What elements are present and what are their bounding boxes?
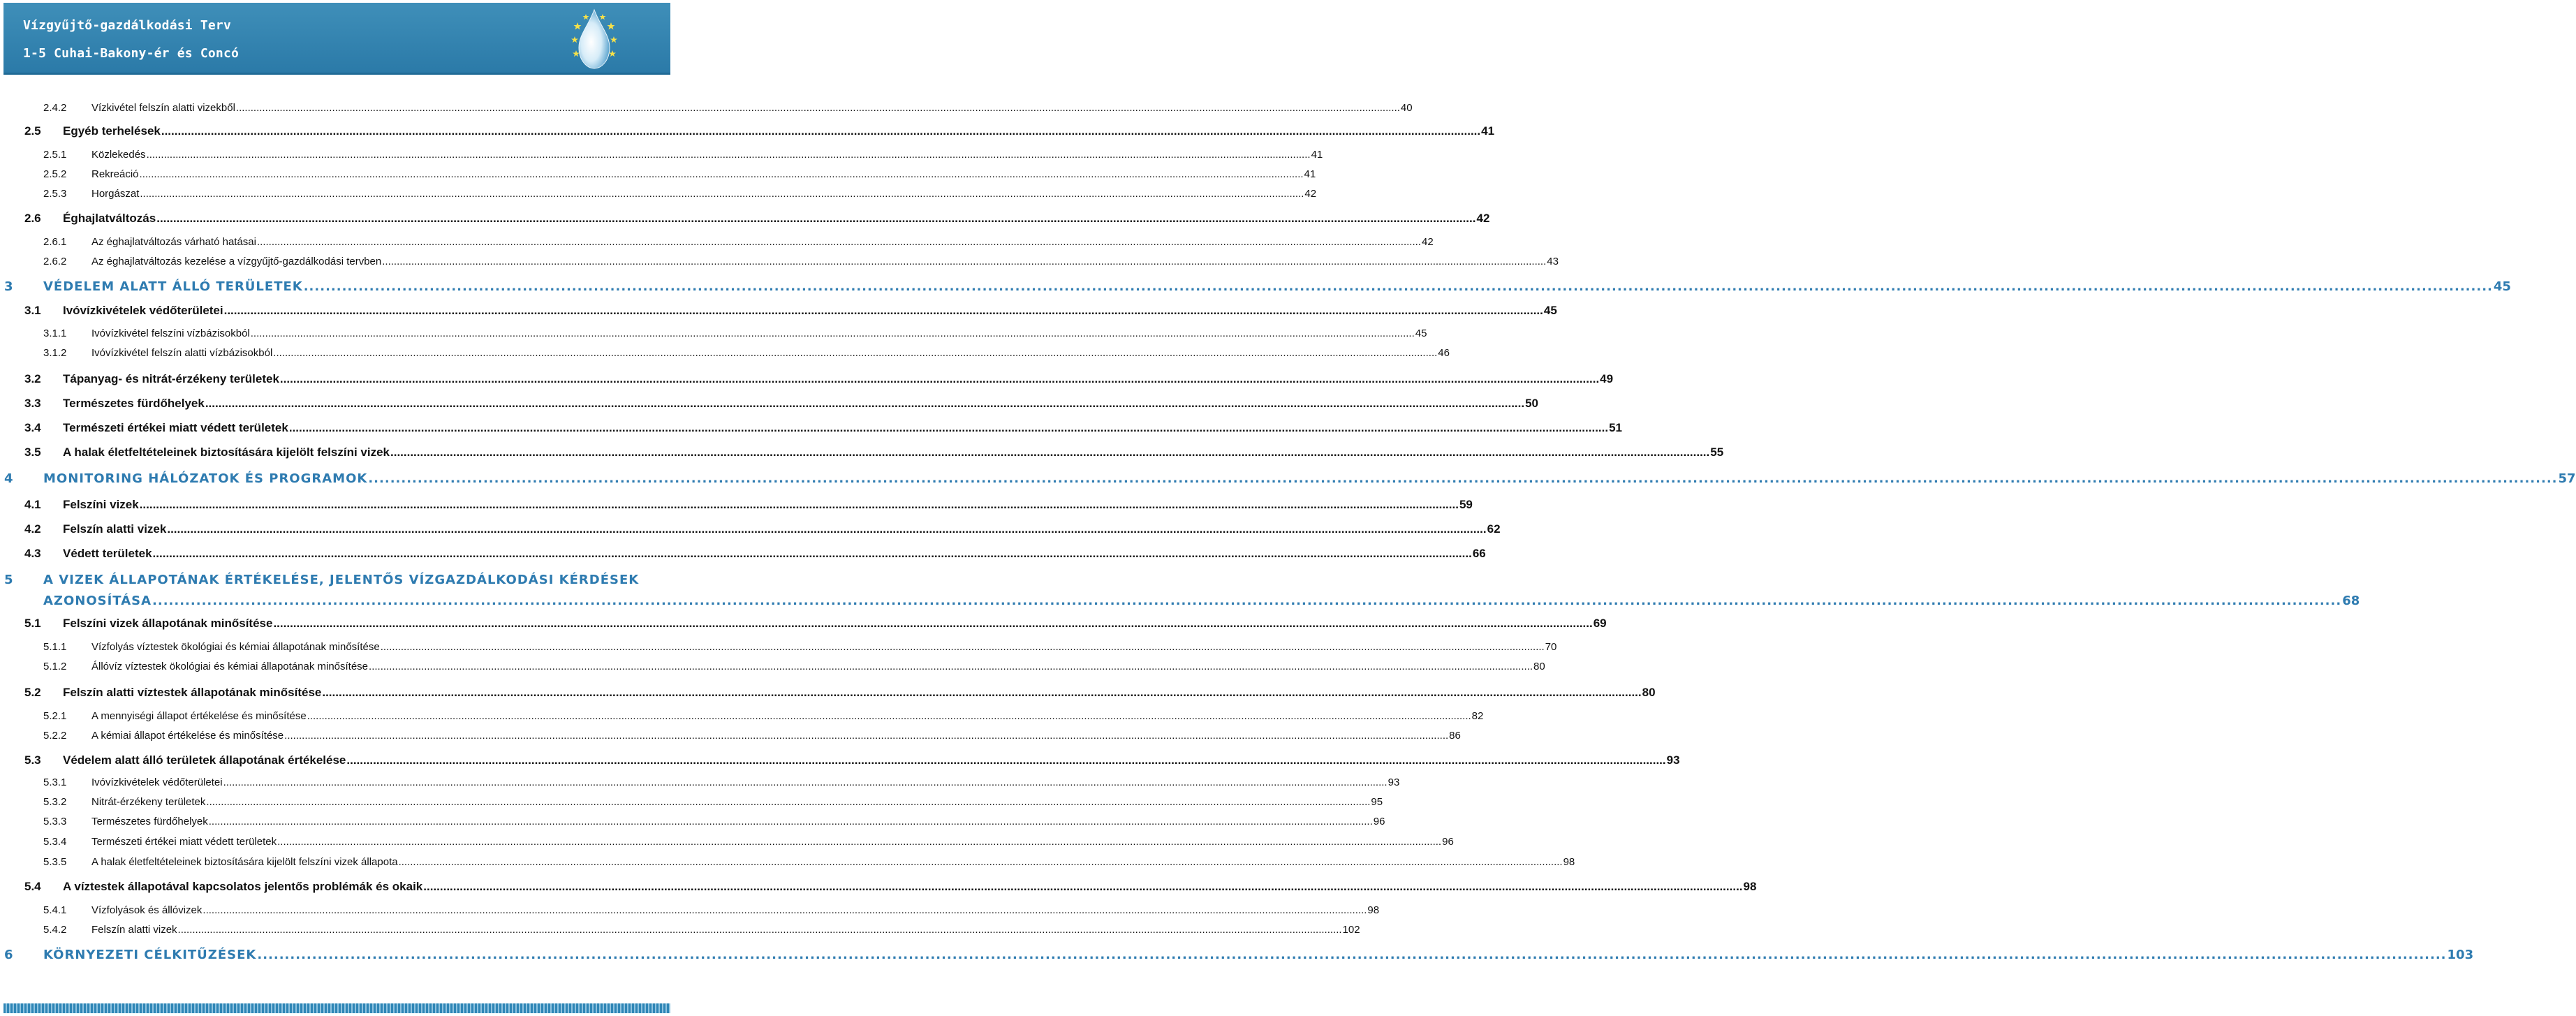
toc-number: 3.1.2 bbox=[43, 347, 67, 359]
toc-page-number: 95 bbox=[1371, 796, 1383, 808]
dot-leader: ................................................................................................................................................................................................................................................................................................................................................................................................................ bbox=[279, 372, 1600, 385]
dot-leader: ................................................................................................................................................................................................................................................................................................................................................................................................................ bbox=[177, 924, 1342, 936]
toc-page-number: 45 bbox=[2493, 279, 2511, 294]
toc-page-number: 96 bbox=[1442, 836, 1454, 848]
dot-leader: ................................................................................................................................................................................................................................................................................................................................................................................................................ bbox=[235, 102, 1400, 114]
toc-number: 5.1 bbox=[24, 617, 41, 630]
toc-title: Természetes fürdőhelyek bbox=[91, 816, 208, 827]
dot-leader: ................................................................................................................................................................................................................................................................................................................................................................................................................ bbox=[423, 880, 1743, 893]
dot-leader: ................................................................................................................................................................................................................................................................................................................................................................................................................ bbox=[273, 617, 1593, 630]
toc-title: Vízfolyások és állóvizek bbox=[91, 904, 203, 916]
toc-page-number: 80 bbox=[1642, 686, 1656, 699]
toc-title: KÖRNYEZETI CÉLKITŰZÉSEK bbox=[43, 948, 257, 962]
toc-title: A kémiai állapot értékelése és minősítése bbox=[91, 730, 284, 742]
dot-leader: ................................................................................................................................................................................................................................................................................................................................................................................................................ bbox=[369, 661, 1533, 672]
toc-page-number: 98 bbox=[1743, 880, 1757, 893]
toc-title: MONITORING HÁLÓZATOK ÉS PROGRAMOK bbox=[43, 471, 368, 486]
toc-number: 3.3 bbox=[24, 397, 41, 410]
toc-title: A VIZEK ÁLLAPOTÁNAK ÉRTÉKELÉSE, JELENTŐS VÍZGAZDÁLKODÁSI KÉRDÉSEK bbox=[43, 573, 640, 587]
toc-title: Egyéb terhelések bbox=[63, 124, 161, 138]
toc-number: 3.2 bbox=[24, 372, 41, 385]
toc-number: 2.6 bbox=[24, 212, 41, 225]
toc-number: 3.1 bbox=[24, 304, 41, 317]
toc-page-number: 80 bbox=[1533, 661, 1545, 672]
toc-title: Állóvíz víztestek ökológiai és kémiai állapotának minősítése bbox=[91, 661, 369, 672]
toc-page-number: 98 bbox=[1367, 904, 1380, 916]
toc-number: 5.2.1 bbox=[43, 710, 67, 722]
toc-title: Természetes fürdőhelyek bbox=[63, 397, 205, 410]
toc-page-number: 49 bbox=[1600, 372, 1614, 385]
toc-title: Felszíni vizek állapotának minősítése bbox=[63, 617, 273, 630]
toc-number: 4.1 bbox=[24, 498, 41, 511]
toc-title: Vízfolyás víztestek ökológiai és kémiai állapotának minősítése bbox=[91, 641, 380, 653]
toc-title: Az éghajlatváltozás kezelése a vízgyűjtő-gazdálkodási tervben bbox=[91, 256, 382, 267]
toc-page-number: 93 bbox=[1388, 776, 1400, 788]
toc-title: Ivóvízkivétel felszín alatti vízbázisokból bbox=[91, 347, 273, 359]
dot-leader: ................................................................................................................................................................................................................................................................................................................................................................................................................ bbox=[303, 279, 2493, 294]
toc-title: Az éghajlatváltozás várható hatásai bbox=[91, 236, 256, 248]
toc-page-number: 62 bbox=[1487, 522, 1501, 536]
toc-title: Felszíni vizek bbox=[63, 498, 139, 511]
toc-number: 5.2.2 bbox=[43, 730, 67, 742]
dot-leader: ................................................................................................................................................................................................................................................................................................................................................................................................................ bbox=[139, 498, 1459, 511]
toc-number: 5.3 bbox=[24, 753, 41, 767]
dot-leader: ................................................................................................................................................................................................................................................................................................................................................................................................................ bbox=[139, 168, 1304, 180]
toc-title: Felszín alatti víztestek állapotának minősítése bbox=[63, 686, 322, 699]
toc-title: Felszín alatti vizek bbox=[91, 924, 177, 936]
toc-page-number: 42 bbox=[1304, 188, 1317, 200]
dot-leader: ................................................................................................................................................................................................................................................................................................................................................................................................................ bbox=[277, 836, 1442, 848]
toc-number: 2.4.2 bbox=[43, 102, 67, 114]
dot-leader: ................................................................................................................................................................................................................................................................................................................................................................................................................ bbox=[273, 347, 1438, 359]
dot-leader: ................................................................................................................................................................................................................................................................................................................................................................................................................ bbox=[368, 471, 2558, 486]
toc-number: 5.3.2 bbox=[43, 796, 67, 808]
toc-page-number: 103 bbox=[2447, 948, 2474, 962]
toc-page-number: 82 bbox=[1471, 710, 1484, 722]
toc-page-number: 96 bbox=[1373, 816, 1385, 827]
dot-leader: ................................................................................................................................................................................................................................................................................................................................................................................................................ bbox=[146, 149, 1311, 161]
toc-number: 2.6.2 bbox=[43, 256, 67, 267]
toc-number: 5.1.1 bbox=[43, 641, 67, 653]
toc-page-number: 55 bbox=[1710, 446, 1724, 459]
toc-page-number: 42 bbox=[1421, 236, 1434, 248]
toc-title: A halak életfeltételeinek biztosítására kijelölt felszíni vizek állapota bbox=[91, 856, 398, 868]
toc-number: 6 bbox=[4, 948, 14, 962]
dot-leader: ................................................................................................................................................................................................................................................................................................................................................................................................................ bbox=[206, 796, 1371, 808]
toc-page-number: 69 bbox=[1593, 617, 1607, 630]
toc-page-number: 45 bbox=[1543, 304, 1557, 317]
dot-leader: ................................................................................................................................................................................................................................................................................................................................................................................................................ bbox=[223, 776, 1388, 788]
toc-title: Ivóvízkivételek védőterületei bbox=[91, 776, 223, 788]
toc-page-number: 66 bbox=[1472, 547, 1486, 560]
toc-page-number: 45 bbox=[1415, 327, 1427, 339]
toc-number: 5.4 bbox=[24, 880, 41, 893]
dot-leader: ................................................................................................................................................................................................................................................................................................................................................................................................................ bbox=[156, 212, 1476, 225]
toc-page-number: 46 bbox=[1438, 347, 1450, 359]
toc-page-number: 86 bbox=[1449, 730, 1461, 742]
toc-page-number: 41 bbox=[1311, 149, 1323, 161]
toc-title: Éghajlatváltozás bbox=[63, 212, 156, 225]
toc-page-number: 98 bbox=[1563, 856, 1575, 868]
toc-title: Nitrát-érzékeny területek bbox=[91, 796, 206, 808]
dot-leader: ................................................................................................................................................................................................................................................................................................................................................................................................................ bbox=[346, 753, 1666, 767]
footer-bar bbox=[3, 1003, 670, 1013]
toc-title-continued: AZONOSÍTÁSA bbox=[43, 594, 152, 608]
toc-number: 4.2 bbox=[24, 522, 41, 536]
toc-number: 5.3.5 bbox=[43, 856, 67, 868]
toc-title: Védelem alatt álló területek állapotának értékelése bbox=[63, 753, 346, 767]
toc-page-number: 102 bbox=[1342, 924, 1360, 936]
toc-number: 2.5 bbox=[24, 124, 41, 138]
dot-leader: ................................................................................................................................................................................................................................................................................................................................................................................................................ bbox=[152, 547, 1472, 560]
toc-page-number: 41 bbox=[1304, 168, 1316, 180]
dot-leader: ................................................................................................................................................................................................................................................................................................................................................................................................................ bbox=[223, 304, 1543, 317]
dot-leader: ................................................................................................................................................................................................................................................................................................................................................................................................................ bbox=[288, 421, 1609, 434]
toc-number: 5 bbox=[4, 573, 14, 587]
dot-leader: ................................................................................................................................................................................................................................................................................................................................................................................................................ bbox=[256, 236, 1421, 248]
toc-title: Rekreáció bbox=[91, 168, 139, 180]
toc-page-number: 70 bbox=[1545, 641, 1557, 653]
toc-number: 4 bbox=[4, 471, 14, 486]
toc-title: Ivóvízkivételek védőterületei bbox=[63, 304, 223, 317]
document-subtitle: 1-5 Cuhai-Bakony-ér és Concó bbox=[23, 46, 240, 61]
toc-title: Vízkivétel felszín alatti vizekből bbox=[91, 102, 235, 114]
dot-leader: ................................................................................................................................................................................................................................................................................................................................................................................................................ bbox=[203, 904, 1367, 916]
toc-number: 2.6.1 bbox=[43, 236, 67, 248]
dot-leader: ................................................................................................................................................................................................................................................................................................................................................................................................................ bbox=[284, 730, 1449, 742]
dot-leader: ................................................................................................................................................................................................................................................................................................................................................................................................................ bbox=[140, 188, 1304, 200]
toc-page-number: 59 bbox=[1459, 498, 1473, 511]
toc-title: Ivóvízkivétel felszíni vízbázisokból bbox=[91, 327, 250, 339]
toc-number: 3 bbox=[4, 279, 14, 294]
dot-leader: ................................................................................................................................................................................................................................................................................................................................................................................................................ bbox=[398, 856, 1563, 868]
toc-page-number: 50 bbox=[1525, 397, 1539, 410]
dot-leader: ................................................................................................................................................................................................................................................................................................................................................................................................................ bbox=[250, 327, 1415, 339]
toc-page-number: 68 bbox=[2342, 594, 2360, 608]
dot-leader: ................................................................................................................................................................................................................................................................................................................................................................................................................ bbox=[257, 948, 2447, 962]
toc-number: 4.3 bbox=[24, 547, 41, 560]
toc-number: 5.3.3 bbox=[43, 816, 67, 827]
dot-leader: ................................................................................................................................................................................................................................................................................................................................................................................................................ bbox=[205, 397, 1525, 410]
toc-number: 3.1.1 bbox=[43, 327, 67, 339]
dot-leader: ................................................................................................................................................................................................................................................................................................................................................................................................................ bbox=[307, 710, 1471, 722]
dot-leader: ................................................................................................................................................................................................................................................................................................................................................................................................................ bbox=[382, 256, 1547, 267]
toc-title: A mennyiségi állapot értékelése és minősítése bbox=[91, 710, 307, 722]
toc-number: 3.5 bbox=[24, 446, 41, 459]
toc-page-number: 41 bbox=[1481, 124, 1495, 138]
dot-leader: ................................................................................................................................................................................................................................................................................................................................................................................................................ bbox=[208, 816, 1373, 827]
toc-title: A víztestek állapotával kapcsolatos jelentős problémák és okaik bbox=[63, 880, 423, 893]
toc-page-number: 57 bbox=[2558, 471, 2576, 486]
dot-leader: ................................................................................................................................................................................................................................................................................................................................................................................................................ bbox=[152, 594, 2342, 608]
toc-number: 5.3.4 bbox=[43, 836, 67, 848]
document-title: Vízgyűjtő-gazdálkodási Terv bbox=[23, 18, 231, 33]
toc-number: 2.5.1 bbox=[43, 149, 67, 161]
toc-title: Felszín alatti vizek bbox=[63, 522, 167, 536]
toc-page-number: 40 bbox=[1400, 102, 1413, 114]
toc-title: Védett területek bbox=[63, 547, 152, 560]
toc-number: 5.4.2 bbox=[43, 924, 67, 936]
toc-title: Horgászat bbox=[91, 188, 140, 200]
toc-page-number: 93 bbox=[1666, 753, 1680, 767]
toc-number: 2.5.2 bbox=[43, 168, 67, 180]
dot-leader: ................................................................................................................................................................................................................................................................................................................................................................................................................ bbox=[161, 124, 1481, 138]
toc-page-number: 51 bbox=[1609, 421, 1623, 434]
toc-number: 5.4.1 bbox=[43, 904, 67, 916]
toc-number: 5.2 bbox=[24, 686, 41, 699]
dot-leader: ................................................................................................................................................................................................................................................................................................................................................................................................................ bbox=[390, 446, 1710, 459]
toc-number: 2.5.3 bbox=[43, 188, 67, 200]
toc-page-number: 42 bbox=[1476, 212, 1490, 225]
dot-leader: ................................................................................................................................................................................................................................................................................................................................................................................................................ bbox=[167, 522, 1487, 536]
toc-title: Természeti értékei miatt védett területek bbox=[63, 421, 288, 434]
toc-title: Közlekedés bbox=[91, 149, 146, 161]
toc-title: A halak életfeltételeinek biztosítására kijelölt felszíni vizek bbox=[63, 446, 390, 459]
toc-number: 3.4 bbox=[24, 421, 41, 434]
toc-page-number: 43 bbox=[1547, 256, 1559, 267]
toc-title: VÉDELEM ALATT ÁLLÓ TERÜLETEK bbox=[43, 279, 303, 294]
dot-leader: ................................................................................................................................................................................................................................................................................................................................................................................................................ bbox=[380, 641, 1545, 653]
toc-number: 5.3.1 bbox=[43, 776, 67, 788]
toc-title: Tápanyag- és nitrát-érzékeny területek bbox=[63, 372, 279, 385]
toc-number: 5.1.2 bbox=[43, 661, 67, 672]
toc-title: Természeti értékei miatt védett területek bbox=[91, 836, 277, 848]
dot-leader: ................................................................................................................................................................................................................................................................................................................................................................................................................ bbox=[322, 686, 1642, 699]
water-drop-eu-stars-logo bbox=[568, 7, 672, 71]
page-header bbox=[3, 3, 670, 75]
